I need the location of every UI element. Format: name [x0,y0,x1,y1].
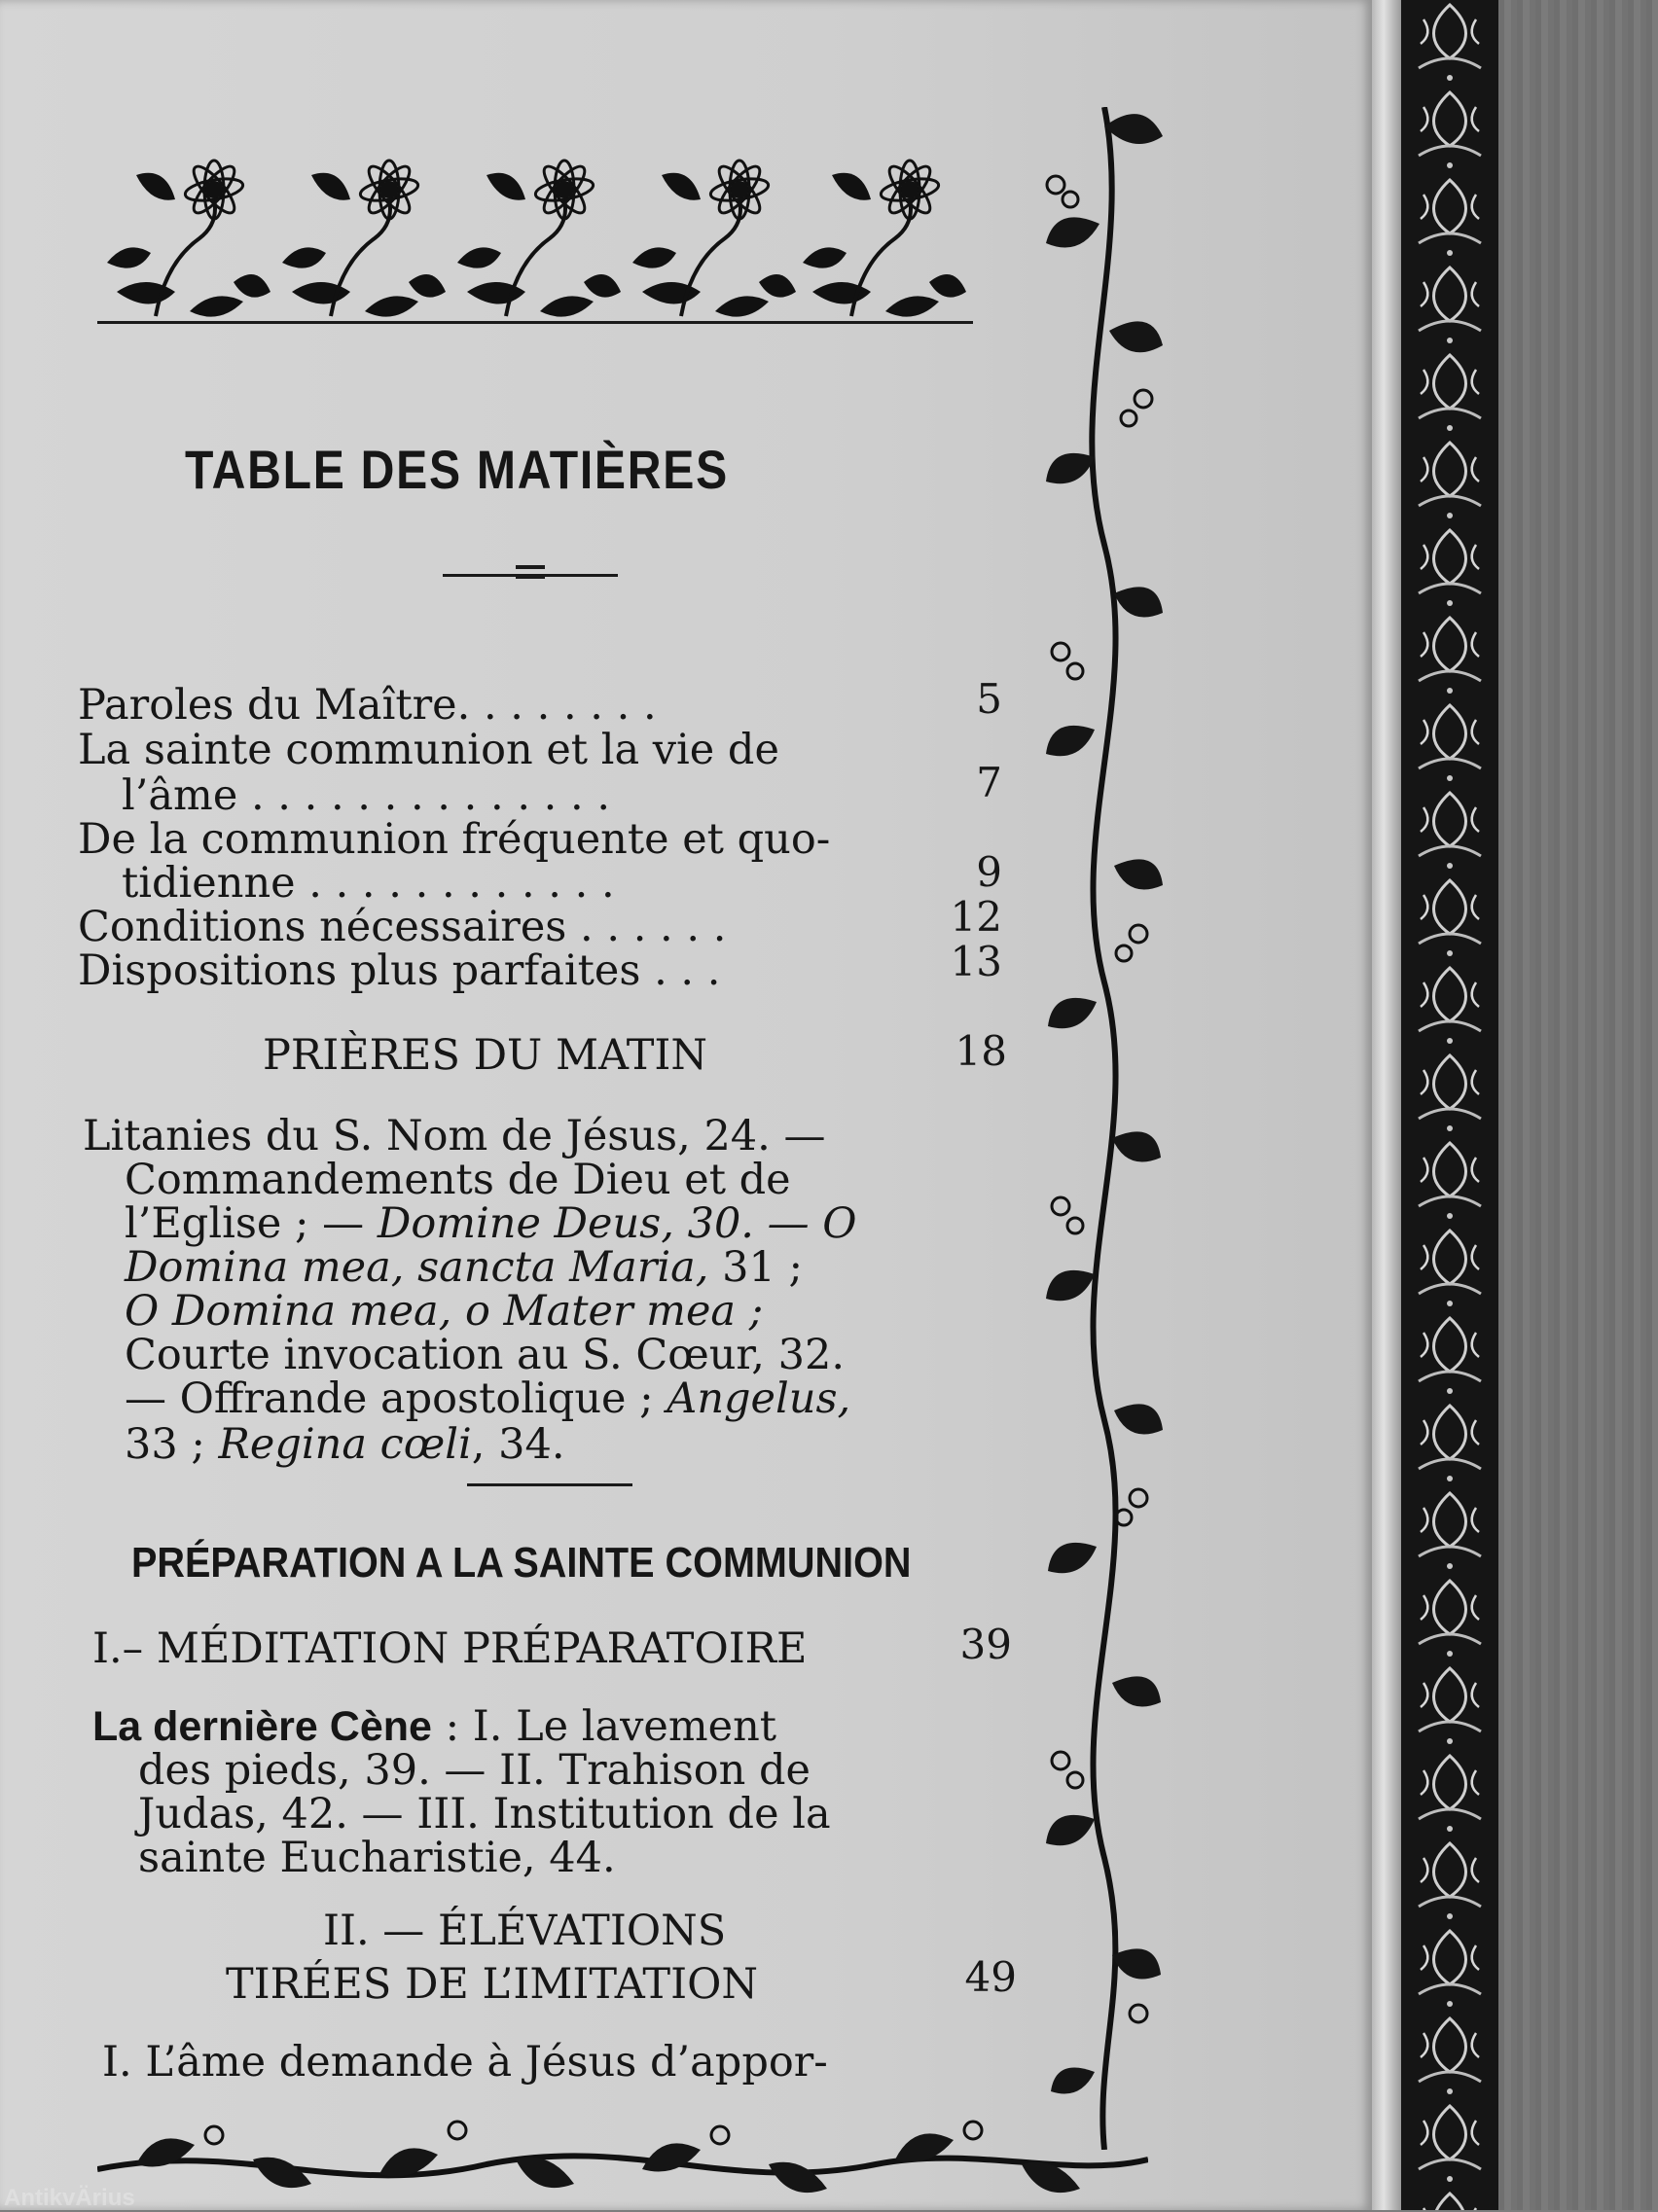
toc-page-number: 39 [959,1621,1012,1668]
toc-line [92,1704,776,1749]
toc-line-part: l’Eglise ; — [125,1199,378,1248]
toc-line [125,1245,803,1290]
toc-entry[interactable]: tidienne . . . . . . . . . . . . [122,859,615,908]
toc-line-italic: Angelus, [667,1374,851,1423]
toc-page-number: 49 [964,1953,1017,2001]
toc-page-number: 9 [976,848,1002,896]
vine-border-icon [1027,107,1172,2150]
toc-line-part: : I. Le lavement [431,1702,777,1751]
toc-line [125,1376,850,1421]
section-heading[interactable]: I.– MÉDITATION PRÉPARATOIRE [92,1624,808,1673]
toc-page-number: 13 [950,938,1002,985]
page-edge [1372,0,1401,2210]
toc-line: Commandements de Dieu et de [125,1156,791,1204]
toc-line-italic: Domina mea, sancta Maria, [125,1243,709,1292]
cloth-background [1498,0,1658,2210]
title-rule-ornament [516,565,545,569]
toc-line-italic: Regina cœli [218,1420,472,1469]
toc-line [125,1422,565,1467]
toc-line-bold: La dernière Cène [92,1703,432,1750]
toc-entry[interactable]: Conditions nécessaires . . . . . . [78,903,727,951]
toc-line: sainte Eucharistie, 44. [138,1834,616,1882]
toc-entry[interactable]: l’âme . . . . . . . . . . . . . . [122,771,610,820]
toc-page-number: 18 [955,1027,1007,1075]
floral-frieze-icon [97,146,973,326]
section-heading[interactable]: PRÉPARATION A LA SAINTE COMMUNION [131,1539,912,1587]
section-heading[interactable]: PRIÈRES DU MATIN [263,1031,707,1080]
toc-line-italic: Domine Deus, 30. — O [377,1199,857,1248]
section-rule [467,1483,632,1486]
section-heading[interactable]: TIRÉES DE L’IMITATION [226,1960,758,2009]
spine-ornament-icon [1409,0,1491,2210]
section-heading[interactable]: II. — ÉLÉVATIONS [323,1907,727,1955]
toc-line [125,1201,857,1246]
frieze-rule [97,321,973,324]
toc-line: Litanies du S. Nom de Jésus, 24. — [83,1112,826,1160]
toc-line-part: 33 ; [125,1420,219,1469]
page-title: TABLE DES MATIÈRES [185,439,729,500]
toc-page-number: 12 [950,893,1002,941]
toc-entry[interactable]: Dispositions plus parfaites . . . [78,946,721,995]
toc-entry[interactable]: La sainte communion et la vie de [78,726,779,774]
toc-line: Courte invocation au S. Cœur, 32. [125,1331,845,1379]
toc-entry[interactable]: De la communion fréquente et quo- [78,815,831,864]
toc-line-part: — Offrande apostolique ; [125,1374,667,1423]
toc-line: I. L’âme demande à Jésus d’appor- [102,2038,828,2087]
toc-line: Judas, 42. — III. Institution de la [138,1790,831,1838]
bottom-vine-border-icon [97,2091,1148,2210]
toc-line-part: 31 ; [708,1243,803,1292]
toc-line: O Domina mea, o Mater mea ; [125,1287,764,1336]
title-rule-ornament [516,575,545,579]
toc-page-number: 5 [976,675,1002,723]
toc-page-number: 7 [976,759,1002,806]
toc-line-part: , 34. [471,1420,565,1469]
toc-entry[interactable]: Paroles du Maître. . . . . . . . [78,681,657,730]
watermark: AntikvÄrius [4,2185,135,2211]
toc-line: des pieds, 39. — II. Trahison de [138,1746,811,1795]
